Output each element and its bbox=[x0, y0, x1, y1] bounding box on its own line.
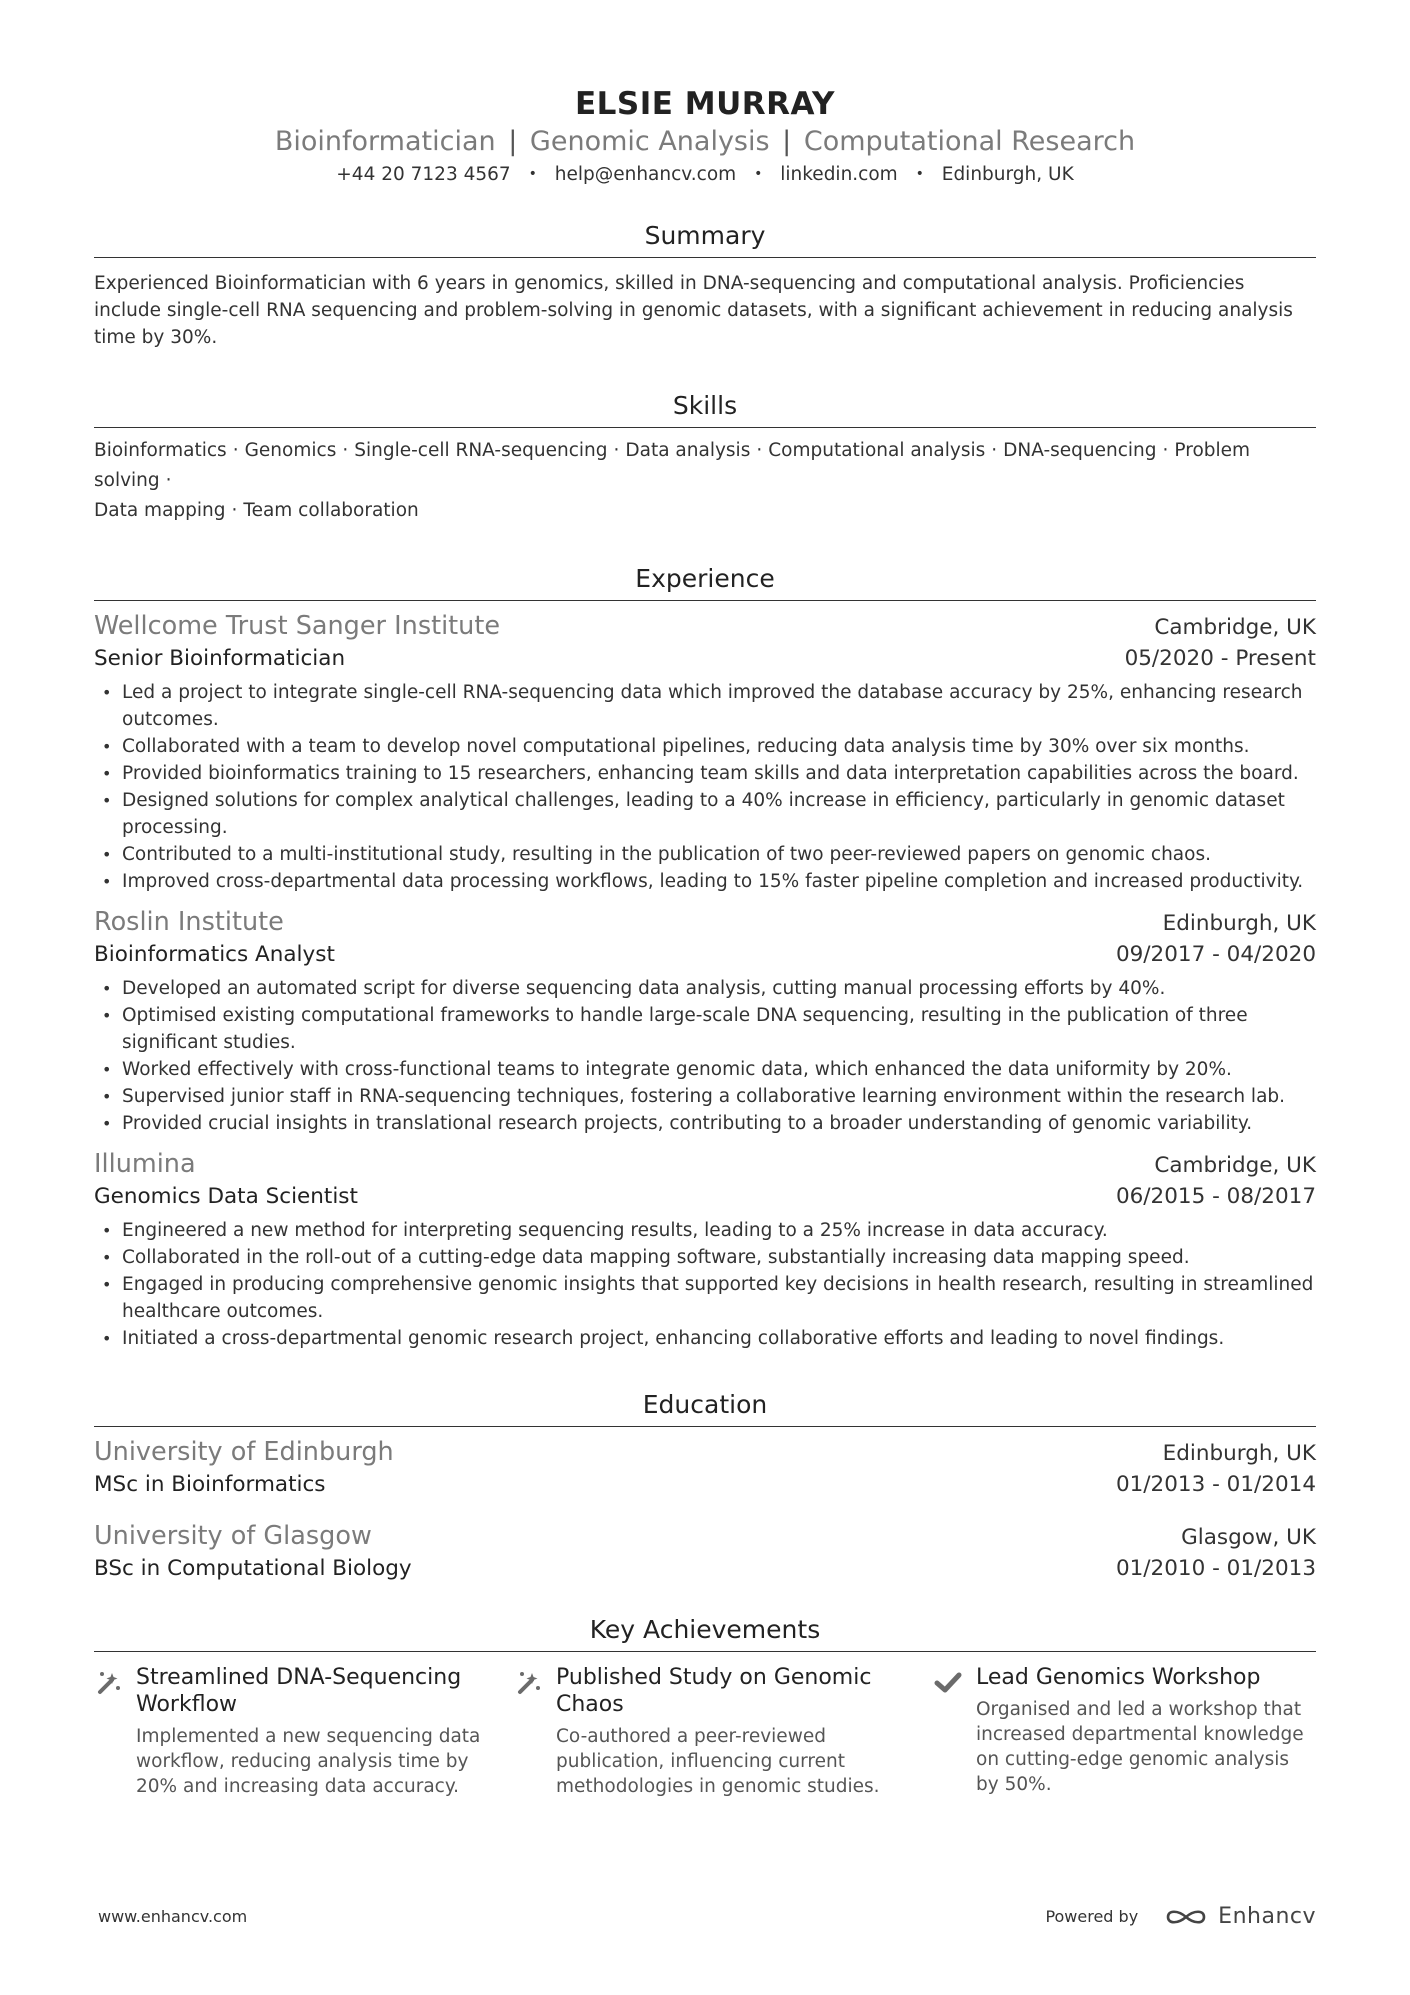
checkmark-icon bbox=[934, 1664, 976, 1799]
experience-role: Bioinformatics Analyst bbox=[94, 942, 335, 967]
experience-bullet: • Led a project to integrate single-cell RNA-sequencing data which improved the database accuracy by 25%, enhancing research outcomes. bbox=[94, 679, 1316, 733]
achievement-description: Implemented a new sequencing data workflow, reducing analysis time by 20% and increasing data accuracy. bbox=[136, 1726, 481, 1797]
experience-entry bbox=[94, 905, 1316, 1137]
experience-company: Roslin Institute bbox=[94, 907, 284, 937]
experience-bullet: • Collaborated with a team to develop novel computational pipelines, reducing data analysis time by 30% over six months. bbox=[94, 733, 1316, 760]
skill-item: Data mapping bbox=[94, 500, 226, 521]
contact-email[interactable]: help@enhancv.com bbox=[554, 164, 737, 185]
experience-section bbox=[94, 562, 1316, 1352]
skill-separator: · bbox=[231, 500, 238, 521]
achievement-title: Published Study on Genomic Chaos bbox=[556, 1665, 872, 1717]
skill-separator: · bbox=[165, 470, 172, 491]
skill-item: Computational analysis bbox=[768, 440, 986, 461]
achievements-section bbox=[94, 1613, 1316, 1799]
experience-bullet: • Initiated a cross-departmental genomic research project, enhancing collaborative efforts and leading to novel findings. bbox=[94, 1325, 1316, 1352]
experience-entry bbox=[94, 609, 1316, 895]
education-dates: 01/2010 - 01/2013 bbox=[1115, 1556, 1316, 1581]
section-title-achievements: Key Achievements bbox=[94, 1613, 1316, 1652]
education-dates: 01/2013 - 01/2014 bbox=[1115, 1472, 1316, 1497]
powered-by bbox=[1045, 1904, 1316, 1929]
experience-bullet: • Improved cross-departmental data processing workflows, leading to 15% faster pipeline completion and increased productivity. bbox=[94, 868, 1316, 895]
headline-title-1: Bioinformatician bbox=[274, 126, 496, 157]
section-title-education: Education bbox=[94, 1388, 1316, 1427]
skill-item: Genomics bbox=[244, 440, 337, 461]
achievement-description: Organised and led a workshop that increased departmental knowledge on cutting-edge genomic analysis by 50%. bbox=[976, 1699, 1304, 1795]
experience-bullets bbox=[94, 1217, 1316, 1352]
section-title-skills: Skills bbox=[94, 389, 1316, 428]
contact-linkedin[interactable]: linkedin.com bbox=[780, 164, 898, 185]
education-school: University of Edinburgh bbox=[94, 1437, 394, 1467]
section-title-summary: Summary bbox=[94, 219, 1316, 258]
experience-bullet: • Supervised junior staff in RNA-sequencing techniques, fostering a collaborative learning environment within the research lab. bbox=[94, 1083, 1316, 1110]
achievement-description: Co-authored a peer-reviewed publication, influencing current methodologies in genomic studies. bbox=[556, 1726, 880, 1797]
experience-bullets bbox=[94, 679, 1316, 895]
experience-location: Cambridge, UK bbox=[1154, 615, 1316, 640]
education-location: Glasgow, UK bbox=[1181, 1525, 1316, 1550]
skill-item: Bioinformatics bbox=[94, 440, 227, 461]
skill-item: Single-cell RNA-sequencing bbox=[354, 440, 608, 461]
summary-section bbox=[94, 219, 1316, 351]
contact-info bbox=[94, 162, 1316, 189]
experience-location: Cambridge, UK bbox=[1154, 1153, 1316, 1178]
section-title-experience: Experience bbox=[94, 562, 1316, 601]
resume-header bbox=[94, 0, 1316, 189]
achievement-item bbox=[934, 1664, 1314, 1799]
experience-role: Senior Bioinformatician bbox=[94, 646, 346, 671]
candidate-name: ELSIE MURRAY bbox=[575, 86, 835, 122]
contact-separator: • bbox=[754, 166, 763, 182]
brand-name: Enhancv bbox=[1218, 1904, 1316, 1929]
skill-item: DNA-sequencing bbox=[1003, 440, 1157, 461]
education-school: University of Glasgow bbox=[94, 1521, 372, 1551]
powered-by-label: Powered by bbox=[1045, 1907, 1139, 1926]
experience-dates: 05/2020 - Present bbox=[1124, 646, 1316, 671]
experience-entry bbox=[94, 1147, 1316, 1352]
headline-separator: | bbox=[508, 126, 518, 157]
skills-section bbox=[94, 389, 1316, 526]
contact-phone[interactable]: +44 20 7123 4567 bbox=[336, 164, 511, 185]
experience-bullet: • Engineered a new method for interpreting sequencing results, leading to a 25% increase in data accuracy. bbox=[94, 1217, 1316, 1244]
education-entry bbox=[94, 1435, 1316, 1501]
skill-item: Problem solving bbox=[94, 440, 1251, 491]
achievement-title: Streamlined DNA-Sequencing Workflow bbox=[136, 1665, 462, 1717]
headline bbox=[94, 124, 1316, 160]
skill-separator: · bbox=[232, 440, 239, 461]
experience-bullet: • Worked effectively with cross-functional teams to integrate genomic data, which enhanced the data uniformity by 20%. bbox=[94, 1056, 1316, 1083]
headline-title-3: Computational Research bbox=[803, 126, 1136, 157]
experience-dates: 09/2017 - 04/2020 bbox=[1115, 942, 1316, 967]
wand-icon bbox=[514, 1664, 556, 1799]
enhancv-logo-icon bbox=[1164, 1905, 1210, 1929]
skills-list bbox=[94, 436, 1316, 526]
skill-separator: · bbox=[991, 440, 998, 461]
headline-separator: | bbox=[782, 126, 792, 157]
experience-bullet: • Collaborated in the roll-out of a cutting-edge data mapping software, substantially increasing data mapping speed. bbox=[94, 1244, 1316, 1271]
achievements-list bbox=[94, 1664, 1316, 1799]
achievement-item bbox=[514, 1664, 934, 1799]
education-entry bbox=[94, 1519, 1316, 1585]
skill-separator: · bbox=[1162, 440, 1169, 461]
contact-separator: • bbox=[528, 166, 537, 182]
education-list bbox=[94, 1435, 1316, 1585]
skill-item: Team collaboration bbox=[243, 500, 419, 521]
experience-bullet: • Developed an automated script for diverse sequencing data analysis, cutting manual processing efforts by 40%. bbox=[94, 975, 1316, 1002]
experience-bullet: • Engaged in producing comprehensive genomic insights that supported key decisions in health research, resulting in streamlined healthcare outcomes. bbox=[94, 1271, 1316, 1325]
summary-text: Experienced Bioinformatician with 6 years in genomics, skilled in DNA-sequencing and computational analysis. Proficiencies include single-cell RNA sequencing and problem-solving in genomic datasets, with a significant achievement in reducing analysis time by 30%. bbox=[94, 273, 1293, 348]
skill-item: Data analysis bbox=[625, 440, 751, 461]
experience-company: Illumina bbox=[94, 1149, 196, 1179]
resume-page bbox=[94, 0, 1316, 1799]
education-section bbox=[94, 1388, 1316, 1585]
experience-location: Edinburgh, UK bbox=[1162, 911, 1316, 936]
footer-url[interactable]: www.enhancv.com bbox=[98, 1907, 248, 1926]
headline-title-2: Genomic Analysis bbox=[529, 126, 770, 157]
brand-logo[interactable] bbox=[1164, 1904, 1316, 1929]
experience-bullet: • Designed solutions for complex analytical challenges, leading to a 40% increase in efficiency, particularly in genomic dataset processing. bbox=[94, 787, 1316, 841]
education-degree: MSc in Bioinformatics bbox=[94, 1472, 326, 1497]
experience-bullet: • Optimised existing computational frameworks to handle large-scale DNA sequencing, resulting in the publication of three significant studies. bbox=[94, 1002, 1316, 1056]
experience-bullet: • Contributed to a multi-institutional study, resulting in the publication of two peer-reviewed papers on genomic chaos. bbox=[94, 841, 1316, 868]
skill-separator: · bbox=[756, 440, 763, 461]
experience-company: Wellcome Trust Sanger Institute bbox=[94, 611, 501, 641]
experience-bullets bbox=[94, 975, 1316, 1137]
achievement-item bbox=[94, 1664, 514, 1799]
contact-separator: • bbox=[915, 166, 924, 182]
achievement-title: Lead Genomics Workshop bbox=[976, 1665, 1261, 1690]
skill-separator: · bbox=[342, 440, 349, 461]
contact-location: Edinburgh, UK bbox=[941, 164, 1074, 185]
education-location: Edinburgh, UK bbox=[1162, 1441, 1316, 1466]
skill-separator: · bbox=[613, 440, 620, 461]
education-degree: BSc in Computational Biology bbox=[94, 1556, 412, 1581]
experience-dates: 06/2015 - 08/2017 bbox=[1115, 1184, 1316, 1209]
experience-list bbox=[94, 609, 1316, 1352]
wand-icon bbox=[94, 1664, 136, 1799]
experience-role: Genomics Data Scientist bbox=[94, 1184, 358, 1209]
experience-bullet: • Provided crucial insights in translational research projects, contributing to a broader understanding of genomic variability. bbox=[94, 1110, 1316, 1137]
experience-bullet: • Provided bioinformatics training to 15 researchers, enhancing team skills and data interpretation capabilities across the board. bbox=[94, 760, 1316, 787]
footer bbox=[98, 1904, 1316, 1929]
